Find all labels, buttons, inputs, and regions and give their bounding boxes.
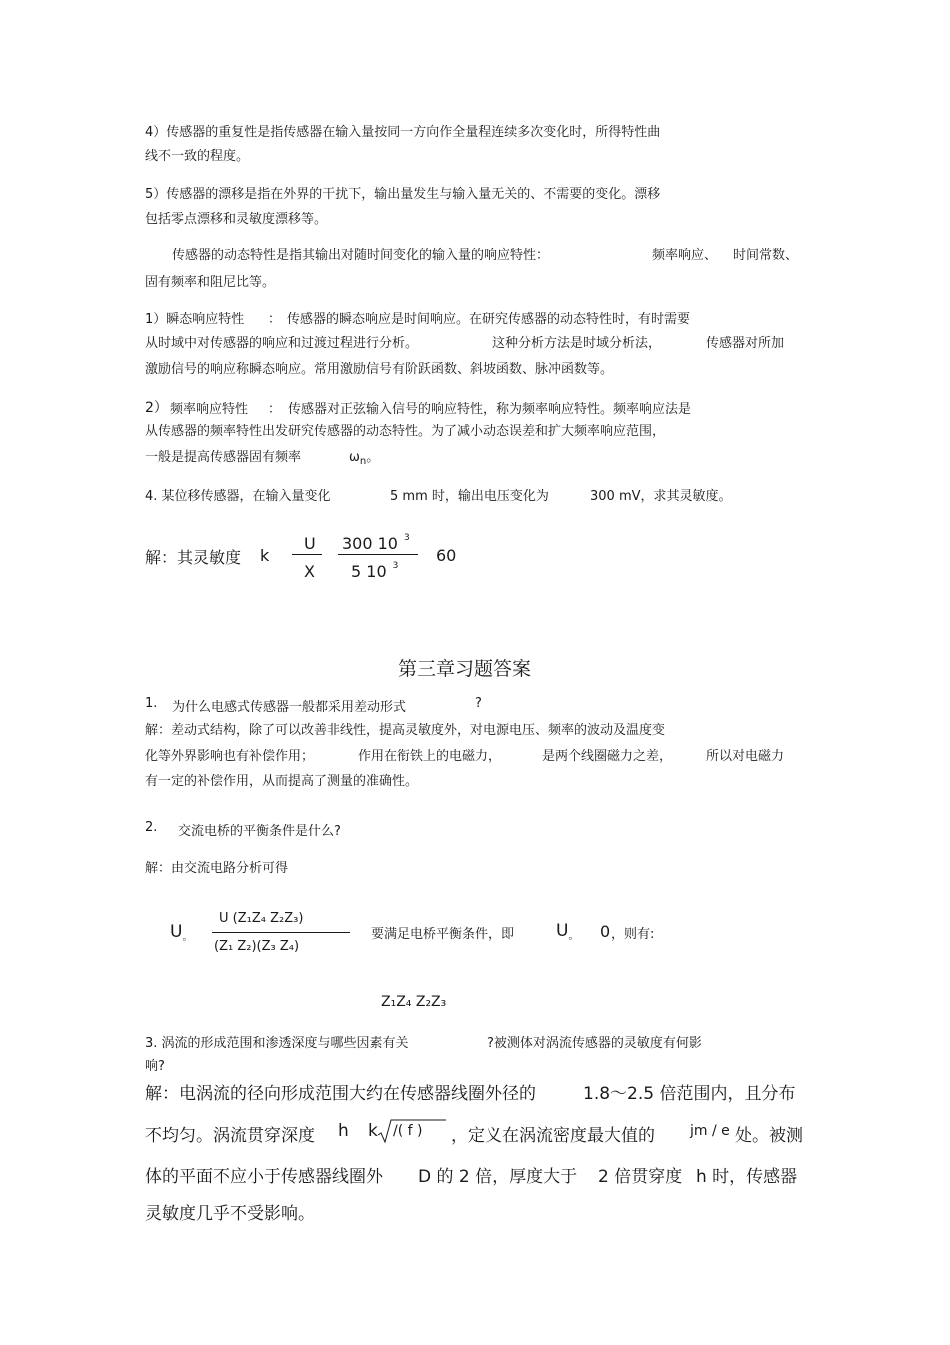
dyn-line1-c: 时间常数、 bbox=[733, 248, 799, 263]
freq-line2: 从传感器的频率特性出发研究传感器的动态特性。为了减小动态误差和扩大频率响应范围， bbox=[145, 424, 666, 439]
c3q3-answer-line2-c: 处。被测 bbox=[735, 1126, 803, 1146]
para-5-line1: 5）传感器的漂移是指在外界的干扰下，输出量发生与输入量无关的、不需要的变化。漂移 bbox=[145, 187, 661, 202]
para-4-line2: 线不一致的程度。 bbox=[145, 149, 250, 164]
bridge-denominator: (Z₁ Z₂)(Z₃ Z₄) bbox=[214, 939, 300, 954]
var-k-2: k bbox=[368, 1121, 378, 1141]
freq-number: 2） bbox=[145, 400, 168, 416]
q4-part-a: 4. 某位移传感器，在输入量变化 bbox=[145, 489, 331, 504]
dyn-line1-b: 频率响应、 bbox=[652, 248, 718, 263]
uo-symbol: $U_。$ bbox=[170, 922, 193, 943]
frac1-numerator: U bbox=[304, 534, 316, 553]
frac2-numerator: 300 10 $^3$ bbox=[342, 533, 410, 553]
transient-line2-a: 从时域中对传感器的响应和过渡过程进行分析。 bbox=[145, 336, 419, 351]
frac1-bar bbox=[292, 554, 322, 555]
frac1-denominator: X bbox=[304, 562, 315, 581]
c3q3-answer-line1-b: 1.8～2.5 倍范围内，且分布 bbox=[583, 1084, 796, 1104]
c3q1-answer-line2-b: 作用在衔铁上的电磁力， bbox=[358, 749, 502, 764]
c3q1-question-mark: ? bbox=[475, 696, 482, 711]
q4-part-c: 300 mV，求其灵敏度。 bbox=[590, 489, 732, 504]
frac2-bar bbox=[338, 554, 418, 555]
para-4-line1: 4）传感器的重复性是指传感器在输入量按同一方向作全量程连续多次变化时，所得特性曲 bbox=[145, 125, 661, 140]
c3q3-answer-line1-a: 解：电涡流的径向形成范围大约在传感器线圈外径的 bbox=[145, 1084, 536, 1104]
then-text: ，则有: bbox=[611, 927, 655, 942]
zero-value: 0 bbox=[600, 922, 611, 941]
transient-line1: 传感器的瞬态响应是时间响应。在研究传感器的动态特性时，有时需要 bbox=[287, 312, 691, 327]
freq-label: 频率响应特性 bbox=[170, 402, 249, 417]
var-h: h bbox=[338, 1121, 349, 1141]
c3q1-answer-line2-c: 是两个线圈磁力之差， bbox=[542, 749, 673, 764]
c3q3-answer-line3-d: h 时，传感器 bbox=[696, 1167, 798, 1187]
omega-n-symbol: $\omega_n$。 bbox=[349, 450, 380, 467]
c3q1-answer-line1: 解：差动式结构，除了可以改善非线性，提高灵敏度外，对电源电压、频率的波动及温度变 bbox=[145, 723, 666, 738]
bridge-numerator: U (Z₁Z₄ Z₂Z₃) bbox=[219, 911, 304, 926]
c3q3-line1-b: ?被测体对涡流传感器的灵敏度有何影 bbox=[487, 1036, 702, 1051]
chapter-title: 第三章习题答案 bbox=[398, 658, 532, 680]
c3q2-answer: 解：由交流电路分析可得 bbox=[145, 861, 289, 876]
freq-colon: ： bbox=[268, 402, 282, 417]
c3q3-line1-a: 3. 涡流的形成范围和渗透深度与哪些因素有关 bbox=[145, 1036, 409, 1051]
c3q1-answer-line2-a: 化等外界影响也有补偿作用； bbox=[145, 749, 315, 764]
c3q3-answer-line2-b: ，定义在涡流密度最大值的 bbox=[451, 1126, 655, 1146]
c3q3-answer-line3-b: D 的 2 倍，厚度大于 bbox=[418, 1167, 578, 1187]
transient-line2-c: 传感器对所加 bbox=[706, 336, 785, 351]
c3q1-question: 为什么电感式传感器一般都采用差动形式 bbox=[172, 700, 407, 715]
c3q3-answer-line3-c: 2 倍贯穿度 bbox=[598, 1167, 683, 1187]
result-value: 60 bbox=[436, 546, 457, 565]
transient-line3: 激励信号的响应称瞬态响应。常用激励信号有阶跃函数、斜坡函数、脉冲函数等。 bbox=[145, 362, 614, 377]
c3q3-answer-line4: 灵敏度几乎不受影响。 bbox=[145, 1204, 315, 1224]
c3q3-answer-line3-a: 体的平面不应小于传感器线圈外 bbox=[145, 1167, 383, 1187]
c3q2-number: 2. bbox=[145, 820, 158, 835]
solution-label: 解：其灵敏度 bbox=[145, 548, 242, 567]
c3q3-answer-line2-a: 不均匀。涡流贯穿深度 bbox=[145, 1126, 315, 1146]
jm-over-e: jm / e bbox=[690, 1123, 730, 1139]
frac2-denominator: 5 10 $^3$ bbox=[351, 561, 399, 581]
para-5-line2: 包括零点漂移和灵敏度漂移等。 bbox=[145, 212, 328, 227]
freq-line1: 传感器对正弦输入信号的响应特性，称为频率响应特性。频率响应法是 bbox=[288, 402, 692, 417]
balance-condition-text: 要满足电桥平衡条件，即 bbox=[371, 927, 515, 942]
transient-line2-b: 这种分析方法是时域分析法， bbox=[492, 336, 662, 351]
q4-part-b: 5 mm 时，输出电压变化为 bbox=[390, 489, 549, 504]
dyn-line1-a: 传感器的动态特性是指其输出对随时间变化的输入量的响应特性： bbox=[172, 248, 550, 263]
transient-label: 1）瞬态响应特性 bbox=[145, 312, 245, 327]
c3q1-answer-line2-d: 所以对电磁力 bbox=[706, 749, 785, 764]
c3q2-question: 交流电桥的平衡条件是什么? bbox=[178, 824, 341, 839]
uo-symbol-2: $U_。$ bbox=[556, 921, 579, 942]
c3q1-answer-line3: 有一定的补偿作用，从而提高了测量的准确性。 bbox=[145, 774, 419, 789]
dyn-line2: 固有频率和阻尼比等。 bbox=[145, 275, 276, 290]
balance-result: Z₁Z₄ Z₂Z₃ bbox=[381, 994, 447, 1010]
sqrt-body: /( f ) bbox=[393, 1123, 423, 1139]
c3q3-line2: 响? bbox=[145, 1059, 165, 1074]
var-k: k bbox=[260, 546, 270, 565]
c3q1-number: 1. bbox=[145, 696, 158, 711]
freq-line3: 一般是提高传感器固有频率 bbox=[145, 450, 302, 465]
bridge-fraction-bar bbox=[212, 932, 350, 933]
transient-colon: ： bbox=[268, 312, 282, 327]
